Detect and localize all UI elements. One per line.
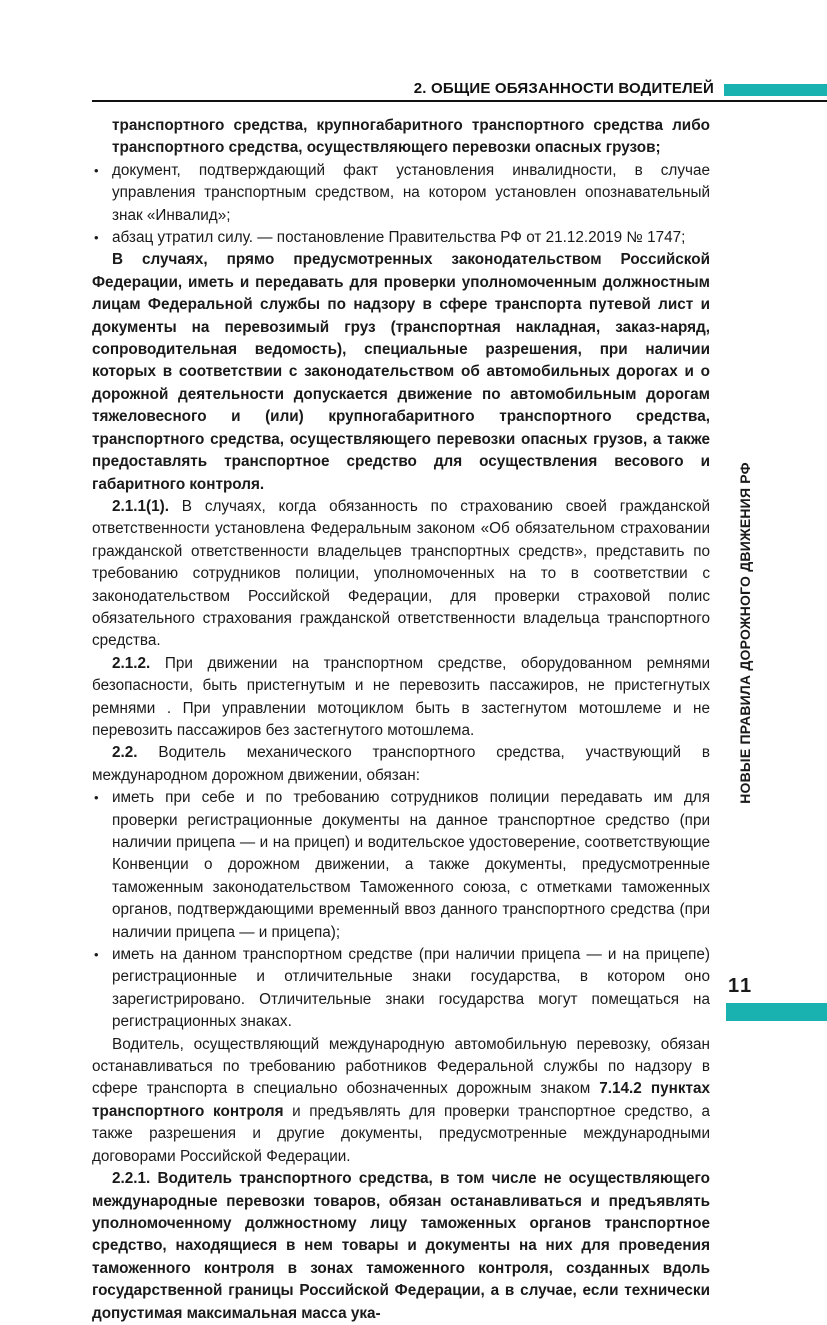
section-2-1-1-1: 2.1.1(1). В случаях, когда обязанность по страхованию своей гражданской ответственности установлена Федеральным законом «Об обязательном страховании гражданской ответственности владельцев транспортных средств», представить по требованию сотрудников полиции, уполномоченных на то в соответствии с законодательством Российской Федерации, для проверки страховой полис обязательного страхования гражданской ответственности владельца транспортного средства.	[92, 497, 710, 650]
header-accent-bar	[724, 84, 827, 96]
section-2-2: 2.2. Водитель механического транспортного средства, участвующий в международном дорожном движении, обязан:	[92, 744, 710, 784]
bullet-list-2	[92, 787, 710, 1033]
paragraph-international-transport: Водитель, осуществляющий международную автомобильную перевозку, обязан останавливаться по требованию работников Федеральной службы по надзору в сфере транспорта в специально обозначенных дорожным знаком 7.14.2 пунктах транспортного контроля и предъявлять для проверки транспортное средство, а также разрешения и другие документы, предусмотренные международными договорами Российской Федерации.	[92, 1035, 711, 1165]
list-item: • абзац утратил силу. — постановление Правительства РФ от 21.12.2019 № 1747;	[92, 227, 710, 249]
bullet-icon: •	[94, 947, 99, 963]
bullet-list-1	[92, 160, 710, 250]
section-number: 2.1.1(1).	[112, 497, 169, 515]
bullet-icon: •	[94, 230, 99, 246]
paragraph-continuation: транспортного средства, крупногабаритного транспортного средства либо транспортного средства, осуществляющего перевозки опасных грузов;	[112, 117, 710, 157]
page-body	[92, 115, 710, 1325]
section-number: 2.1.2.	[112, 654, 151, 672]
page-header	[92, 78, 827, 102]
page-number: 11	[728, 975, 754, 997]
paragraph-federal-service: В случаях, прямо предусмотренных законодательством Российской Федерации, иметь и передавать для проверки уполномоченным должностным лицам Федеральной службы по надзору в сфере транспорта путевой лист и документы на перевозимый груз (транспортная накладная, заказ-наряд, сопроводительная ведомость), специальные разрешения, при наличии которых в соответствии с законодательством об автомобильных дорогах и о дорожной деятельности допускается движение по автомобильным дорогам тяжеловесного и (или) крупногабаритного транспортного средства, транспортного средства, осуществляющего перевозки опасных грузов, а также предоставлять транспортное средство для осуществления весового и габаритного контроля.	[92, 251, 710, 493]
control-points-emphasis: 7.14.2 пунктах транспортного контроля	[92, 1080, 711, 1120]
side-margin	[725, 430, 765, 850]
section-number: 2.2.1.	[112, 1170, 151, 1188]
bullet-icon: •	[94, 790, 99, 806]
list-item: • иметь на данном транспортном средстве (при наличии прицепа — и на прицепе) регистрационные и отличительные знаки государства, в котором оно зарегистрировано. Отличительные знаки государства могут помещаться на регистрационных знаках.	[94, 946, 710, 1031]
running-title: НОВЫЕ ПРАВИЛА ДОРОЖНОГО ДВИЖЕНИЯ РФ	[737, 462, 753, 804]
page-number-accent-bar	[726, 1003, 827, 1021]
list-item: • документ, подтверждающий факт установления инвалидности, в случае управления транспортным средством, на котором установлен опознавательный знак «Инвалид»;	[94, 161, 710, 224]
bullet-icon: •	[94, 162, 99, 178]
header-rule	[92, 100, 827, 102]
list-item: • иметь при себе и по требованию сотрудников полиции передавать им для проверки регистрационные документы на данное транспортное средство (при наличии прицепа — и на прицеп) и водительское удостоверение, соответствующие Конвенции о дорожном движении, а также документы, предусмотренные таможенным законодательством Таможенного союза, с отметками таможенных органов, подтверждающими временный ввоз данного транспортного средства (при наличии прицепа — и прицепа);	[94, 789, 710, 941]
section-2-2-1: 2.2.1. Водитель транспортного средства, в том числе не осуществляющего международные перевозки товаров, обязан останавливаться и предъявлять уполномоченному должностному лицу таможенных органов транспортное средство, находящиеся в нем товары и документы на них для проведения таможенного контроля в зонах таможенного контроля, созданных вдоль государственной границы Российской Федерации, а в случае, если технически допустимая максимальная масса ука-	[92, 1170, 710, 1322]
section-number: 2.2.	[112, 744, 138, 762]
section-2-1-2: 2.1.2. При движении на транспортном средстве, оборудованном ремнями безопасности, быть пристегнутым и не перевозить пассажиров, не пристегнутых ремнями . При управлении мотоциклом быть в застегнутом мотошлеме и не перевозить пассажиров без застегнутого мотошлема.	[92, 654, 710, 739]
chapter-title: 2. ОБЩИЕ ОБЯЗАННОСТИ ВОДИТЕЛЕЙ	[413, 80, 714, 97]
